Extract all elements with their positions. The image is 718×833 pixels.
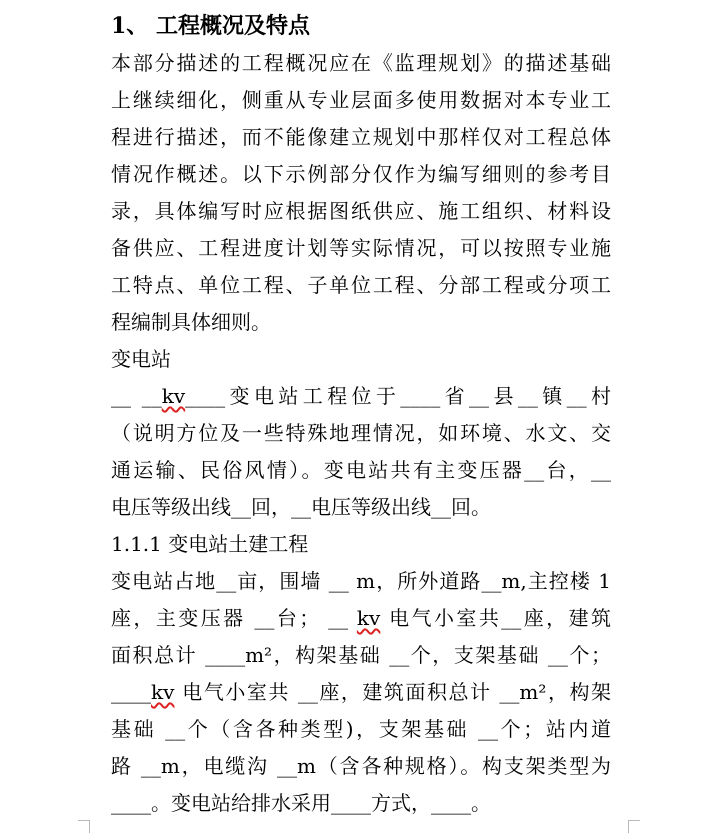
civil-line-1: 变电站占地__亩，围墙 __ m，所外道路__m,主控楼 1 <box>111 569 611 593</box>
civil-line-5: 基础 __个（含各种类型)，支架基础 __个；站内道 <box>111 717 611 741</box>
document-body <box>111 8 611 822</box>
substation-line-1-post: ____变电站工程位于____省__县__镇__村 <box>185 384 612 408</box>
intro-line-1: 本部分描述的工程概况应在《监理规划》的描述基础 <box>111 51 611 75</box>
civil-line-4-pre: ____ <box>111 680 151 704</box>
substation-line-2: （说明方位及一些特殊地理情况，如环境、水文、交 <box>111 421 611 445</box>
kv-unit: kv <box>161 384 186 408</box>
intro-line-5: 录，具体编写时应根据图纸供应、施工组织、材料设 <box>111 199 611 223</box>
civil-line-2-post: 电气小室共__座，建筑 <box>380 606 612 630</box>
intro-line-6: 备供应、工程进度计划等实际情况，可以按照专业施 <box>111 236 611 260</box>
substation-line-1 <box>111 378 611 415</box>
substation-line-3: 通运输、民俗风情）。变电站共有主变压器__台，__ <box>111 458 611 482</box>
civil-line-4 <box>111 674 611 711</box>
page-corner-mark-right <box>628 820 629 833</box>
civil-line-2 <box>111 600 611 637</box>
intro-line-4: 情况作概述。以下示例部分仅作为编写细则的参考目 <box>111 162 611 186</box>
civil-line-2-pre: 座，主变压器 __台； __ <box>111 606 357 630</box>
substation-line-1-pre: __ __ <box>111 384 162 408</box>
substation-title: 变电站 <box>111 347 171 371</box>
subsection-title: 1.1.1 变电站土建工程 <box>111 532 309 556</box>
civil-line-4-post: 电气小室共 __座，建筑面积总计 __m²，构架 <box>174 680 611 704</box>
civil-line-6: 路 __m，电缆沟 __m（含各种规格）。构支架类型为 <box>111 754 611 778</box>
section-heading: 1、 工程概况及特点 <box>111 13 310 39</box>
civil-line-3: 面积总计 ____m²，构架基础 __个，支架基础 __个； <box>111 643 611 667</box>
kv-unit: kv <box>151 680 175 704</box>
kv-unit: kv <box>356 606 381 630</box>
intro-line-8: 程编制具体细则。 <box>111 310 271 334</box>
intro-line-7: 工特点、单位工程、子单位工程、分部工程或分项工 <box>111 273 611 297</box>
page-corner-mark-left-h <box>78 820 90 821</box>
intro-line-3: 程进行描述，而不能像建立规划中那样仅对工程总体 <box>111 125 611 149</box>
page-corner-mark-right-h <box>628 820 640 821</box>
civil-line-7: ____。变电站给排水采用____方式，____。 <box>111 791 491 815</box>
page-corner-mark-left <box>89 820 90 833</box>
intro-line-2: 上继续细化，侧重从专业层面多使用数据对本专业工 <box>111 88 611 112</box>
substation-line-4: 电压等级出线__回，__电压等级出线__回。 <box>111 495 491 519</box>
